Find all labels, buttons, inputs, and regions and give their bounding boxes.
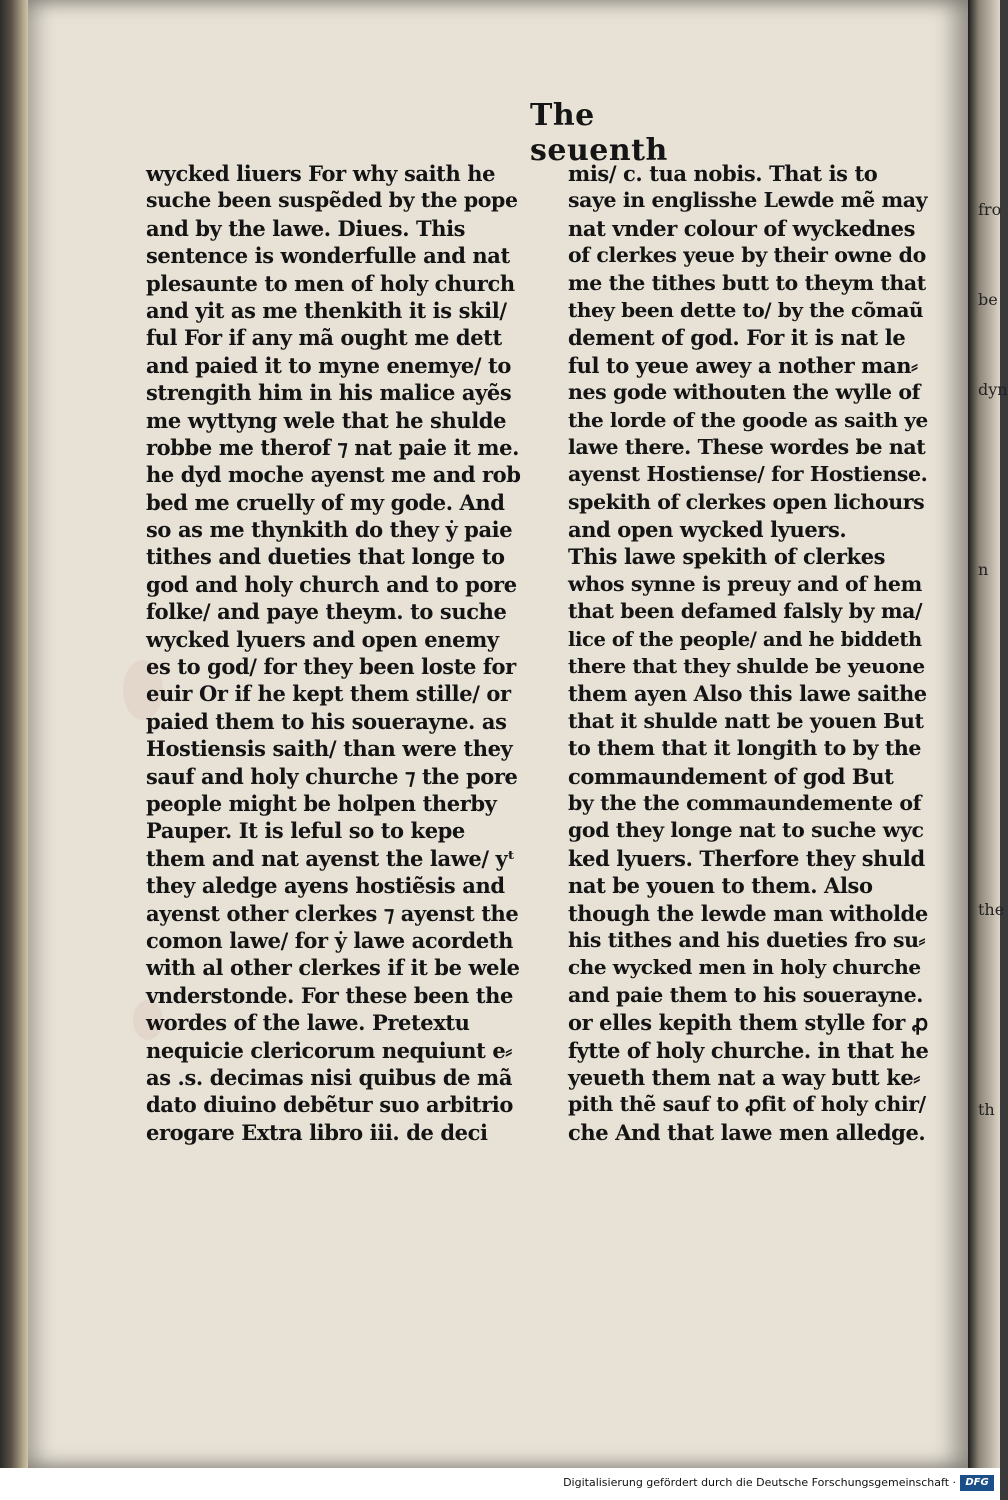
adjacent-page-edge bbox=[968, 0, 1008, 1468]
text-line: nat be youen to them. Also bbox=[568, 873, 873, 899]
text-line: by the the commaundemente of bbox=[568, 790, 922, 815]
text-line: dement of god. For it is nat le bbox=[568, 325, 906, 351]
funding-notice: Digitalisierung gefördert durch die Deutsche Forschungsgemeinschaft · bbox=[563, 1476, 956, 1489]
text-line: and paied it to myne enemye/ to bbox=[146, 352, 511, 378]
text-line: lawe there. These wordes be nat bbox=[568, 434, 926, 459]
text-line: robbe me therof ⁊ nat paie it me. bbox=[146, 434, 520, 460]
text-line: yeueth them nat a way butt ke⸗ bbox=[568, 1064, 920, 1090]
adjacent-page-fragment: be bbox=[978, 290, 998, 309]
text-line: as .s. decimas nisi quibus de mã bbox=[146, 1064, 513, 1090]
text-line: strengith him in his malice ayẽs bbox=[146, 380, 512, 406]
text-line: wordes of the lawe. Pretextu bbox=[146, 1010, 470, 1036]
text-line: wycked liuers For why saith he bbox=[146, 161, 496, 186]
text-line: me wyttyng wele that he shulde bbox=[146, 407, 507, 433]
text-line: me the tithes butt to theym that bbox=[568, 270, 926, 295]
text-line: This lawe spekith of clerkes bbox=[568, 544, 886, 570]
text-line: though the lewde man witholde bbox=[568, 900, 928, 926]
text-line: ayenst Hostiense/ for Hostiense. bbox=[568, 462, 928, 487]
text-line: there that they shulde be yeuone bbox=[568, 654, 925, 679]
text-line: whos synne is preuy and of hem bbox=[568, 571, 922, 596]
text-line: ful to yeue awey a nother man⸗ bbox=[568, 352, 918, 378]
text-line: commaundement of god But bbox=[568, 763, 894, 789]
text-line: fytte of holy churche. in that he bbox=[568, 1037, 929, 1063]
text-line: Pauper. It is leful so to kepe bbox=[146, 818, 465, 844]
text-line: mis/ c. tua nobis. That is to bbox=[568, 161, 878, 186]
adjacent-page-fragment: n bbox=[978, 560, 989, 579]
text-line: so as me thynkith do they ẏ paie bbox=[146, 517, 513, 543]
text-line: people might be holpen therby bbox=[146, 790, 497, 816]
text-line: vnderstonde. For these been the bbox=[146, 982, 513, 1008]
text-line: the lorde of the goode as saith ye bbox=[568, 407, 928, 432]
text-line: wycked lyuers and open enemy bbox=[146, 626, 499, 652]
text-line: he dyd moche ayenst me and rob bbox=[146, 462, 521, 488]
text-line: his tithes and his dueties fro su⸗ bbox=[568, 927, 926, 952]
text-line: comon lawe/ for ẏ lawe acordeth bbox=[146, 927, 513, 953]
text-line: nes gode withouten the wylle of bbox=[568, 380, 921, 405]
text-line: they been dette to/ by the cõmaũ bbox=[568, 297, 924, 322]
text-line: and paie them to his souerayne. bbox=[568, 982, 923, 1007]
text-line: lice of the people/ and he biddeth bbox=[568, 627, 922, 651]
digitization-footer bbox=[0, 1468, 1000, 1500]
text-line: tithes and dueties that longe to bbox=[146, 544, 505, 570]
running-head: The seuenth bbox=[530, 98, 668, 168]
text-line: nat vnder colour of wyckednes bbox=[568, 215, 916, 241]
text-line: ful For if any mã ought me dett bbox=[146, 325, 502, 351]
text-line: suche been suspẽded by the pope bbox=[146, 188, 518, 213]
left-text-column bbox=[146, 160, 524, 1146]
text-line: dato diuino debẽtur suo arbitrio bbox=[146, 1092, 513, 1118]
adjacent-page-fragment: th bbox=[978, 1100, 995, 1119]
text-line: and open wycked lyuers. bbox=[568, 517, 847, 543]
text-line: and by the lawe. Diues. This bbox=[146, 215, 466, 241]
text-line: sentence is wonderfulle and nat bbox=[146, 243, 510, 269]
text-line: paied them to his souerayne. as bbox=[146, 708, 507, 734]
text-line: god and holy church and to pore bbox=[146, 571, 517, 597]
text-line: plesaunte to men of holy church bbox=[146, 270, 515, 296]
text-line: ayenst other clerkes ⁊ ayenst the bbox=[146, 900, 519, 926]
text-line: erogare Extra libro iii. de deci bbox=[146, 1119, 488, 1145]
text-line: spekith of clerkes open lichours bbox=[568, 489, 925, 514]
text-line: che And that lawe men alledge. bbox=[568, 1119, 926, 1145]
text-line: them and nat ayenst the lawe/ yᵗ bbox=[146, 845, 515, 871]
adjacent-page-fragment: dyn bbox=[978, 380, 1008, 399]
text-line: that it shulde natt be youen But bbox=[568, 708, 924, 733]
text-line: to them that it longith to by the bbox=[568, 736, 922, 761]
dfg-logo-icon: DFG bbox=[960, 1475, 994, 1491]
text-line: they aledge ayens hostiẽsis and bbox=[146, 873, 505, 899]
text-line: euir Or if he kept them stille/ or bbox=[146, 681, 511, 707]
text-line: pith thẽ sauf to ꝓfit of holy chir/ bbox=[568, 1092, 926, 1117]
adjacent-page-fragment: the bbox=[978, 900, 1005, 919]
text-line: Hostiensis saith/ than were they bbox=[146, 736, 513, 762]
text-line: es to god/ for they been loste for bbox=[146, 654, 516, 680]
text-line: of clerkes yeue by their owne do bbox=[568, 243, 926, 268]
text-line: sauf and holy churche ⁊ the pore bbox=[146, 763, 518, 789]
text-line: saye in englisshe Lewde mẽ may bbox=[568, 188, 928, 213]
text-line: che wycked men in holy churche bbox=[568, 955, 921, 980]
text-line: god they longe nat to suche wyc bbox=[568, 818, 924, 843]
text-line: or elles kepith them stylle for ꝓ bbox=[568, 1010, 928, 1036]
text-line: them ayen Also this lawe saithe bbox=[568, 681, 927, 707]
text-line: folke/ and paye theym. to suche bbox=[146, 599, 507, 625]
adjacent-page-fragment: fro bbox=[978, 200, 1002, 219]
right-text-column bbox=[568, 160, 928, 1146]
text-line: nequicie clericorum nequiunt e⸗ bbox=[146, 1037, 512, 1063]
text-line: that been defamed falsly by ma/ bbox=[568, 599, 923, 624]
text-line: and yit as me thenkith it is skil/ bbox=[146, 297, 507, 323]
book-spine-edge bbox=[0, 0, 28, 1500]
text-line: bed me cruelly of my gode. And bbox=[146, 489, 505, 515]
text-line: ked lyuers. Therfore they shuld bbox=[568, 845, 925, 871]
text-line: with al other clerkes if it be wele bbox=[146, 955, 520, 981]
